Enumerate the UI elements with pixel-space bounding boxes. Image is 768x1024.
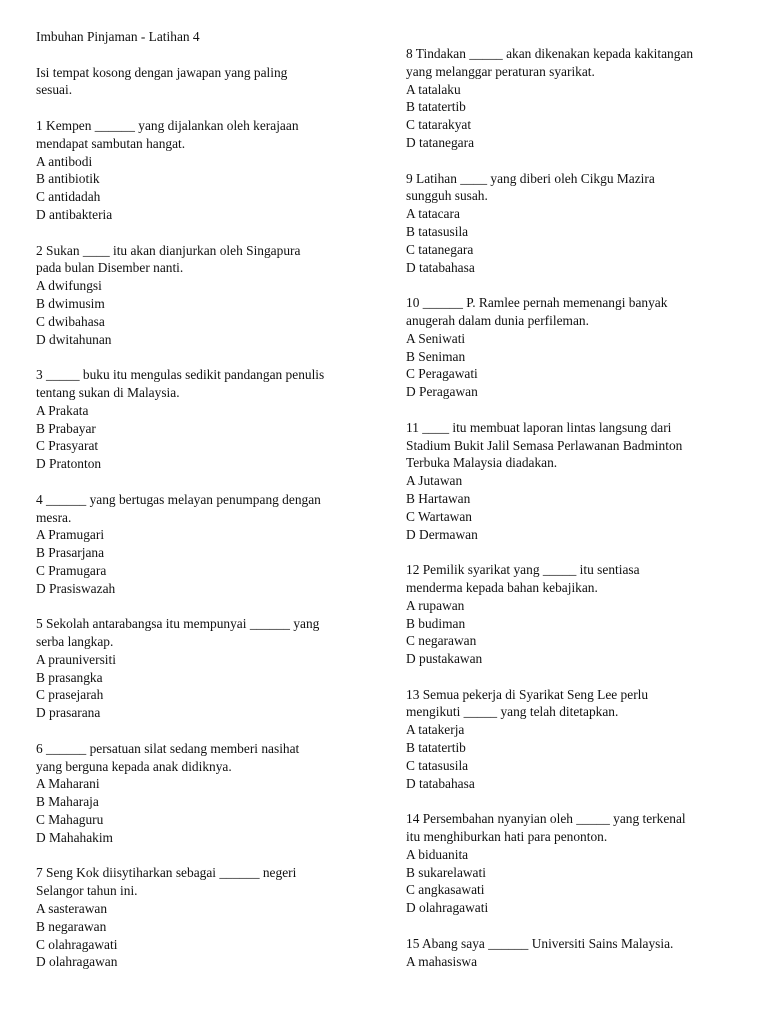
instruction-line-2: sesuai. bbox=[36, 82, 73, 98]
question-stem-line: 9 Latihan ____ yang diberi oleh Cikgu Mazira bbox=[406, 170, 655, 186]
answer-option: A rupawan bbox=[406, 597, 465, 613]
question-stem-line: tentang sukan di Malaysia. bbox=[36, 384, 180, 400]
answer-option: A sasterawan bbox=[36, 901, 108, 917]
left-column bbox=[36, 28, 376, 971]
question-block bbox=[406, 686, 746, 793]
answer-option: D tatabahasa bbox=[406, 775, 475, 791]
question-stem-line: yang berguna kepada anak didiknya. bbox=[36, 758, 232, 774]
question-block bbox=[36, 615, 376, 722]
answer-option: C tatanegara bbox=[406, 241, 474, 257]
answer-option: C antidadah bbox=[36, 189, 101, 205]
answer-option: A mahasiswa bbox=[406, 953, 478, 969]
question-block bbox=[36, 366, 376, 473]
question-stem-line: 2 Sukan ____ itu akan dianjurkan oleh Singapura bbox=[36, 242, 301, 258]
answer-option: D prasarana bbox=[36, 705, 101, 721]
spacer bbox=[36, 46, 376, 64]
answer-option: A dwifungsi bbox=[36, 278, 102, 294]
question-stem-line: 5 Sekolah antarabangsa itu mempunyai ______ yang bbox=[36, 616, 320, 632]
answer-option: C Mahaguru bbox=[36, 812, 104, 828]
question-block bbox=[36, 491, 376, 598]
answer-option: D Peragawan bbox=[406, 384, 478, 400]
worksheet-title: Imbuhan Pinjaman - Latihan 4 bbox=[36, 29, 200, 44]
question-block bbox=[406, 294, 746, 401]
answer-option: A Pramugari bbox=[36, 527, 105, 543]
answer-option: B prasangka bbox=[36, 669, 103, 685]
answer-option: B negarawan bbox=[36, 918, 107, 934]
answer-option: A Maharani bbox=[36, 776, 100, 792]
question-stem-line: 6 ______ persatuan silat sedang memberi nasihat bbox=[36, 740, 300, 756]
question-stem-line: 15 Abang saya ______ Universiti Sains Malaysia. bbox=[406, 935, 674, 951]
answer-option: D tatabahasa bbox=[406, 259, 475, 275]
answer-option: D Prasiswazah bbox=[36, 580, 116, 596]
question-stem-line: menderma kepada bahan kebajikan. bbox=[406, 579, 598, 595]
answer-option: D olahragawan bbox=[36, 954, 118, 970]
answer-option: A Jutawan bbox=[406, 473, 463, 489]
right-column bbox=[406, 45, 746, 970]
answer-option: A biduanita bbox=[406, 846, 469, 862]
answer-option: D Dermawan bbox=[406, 526, 478, 542]
answer-option: C negarawan bbox=[406, 633, 477, 649]
question-block bbox=[36, 242, 376, 349]
answer-option: B Seniman bbox=[406, 348, 466, 364]
answer-option: A prauniversiti bbox=[36, 651, 116, 667]
question-stem-line: mendapat sambutan hangat. bbox=[36, 135, 186, 151]
answer-option: D antibakteria bbox=[36, 206, 113, 222]
spacer bbox=[36, 99, 376, 117]
answer-option: B budiman bbox=[406, 615, 466, 631]
answer-option: B antibiotik bbox=[36, 171, 100, 187]
question-block bbox=[406, 170, 746, 277]
question-stem-line: sungguh susah. bbox=[406, 188, 488, 204]
answer-option: C Wartawan bbox=[406, 508, 472, 524]
question-stem-line: 13 Semua pekerja di Syarikat Seng Lee perlu bbox=[406, 686, 649, 702]
question-block bbox=[406, 45, 746, 152]
question-block bbox=[36, 740, 376, 847]
question-block bbox=[406, 810, 746, 917]
question-stem-line: 1 Kempen ______ yang dijalankan oleh kerajaan bbox=[36, 117, 299, 133]
answer-option: A tatalaku bbox=[406, 81, 461, 97]
question-stem-line: 4 ______ yang bertugas melayan penumpang dengan bbox=[36, 491, 321, 507]
answer-option: C Peragawati bbox=[406, 366, 478, 382]
question-block bbox=[406, 561, 746, 668]
question-stem-line: 7 Seng Kok diisytiharkan sebagai ______ negeri bbox=[36, 865, 297, 881]
answer-option: B tatatertib bbox=[406, 99, 466, 115]
question-stem-line: 12 Pemilik syarikat yang _____ itu sentiasa bbox=[406, 562, 640, 578]
question-stem-line: mesra. bbox=[36, 509, 72, 525]
answer-option: A Prakata bbox=[36, 402, 89, 418]
question-stem-line: itu menghiburkan hati para penonton. bbox=[406, 829, 608, 845]
question-stem-line: Selangor tahun ini. bbox=[36, 883, 138, 899]
question-stem-line: pada bulan Disember nanti. bbox=[36, 260, 184, 276]
answer-option: C angkasawati bbox=[406, 882, 485, 898]
question-block bbox=[406, 935, 746, 971]
answer-option: C prasejarah bbox=[36, 687, 104, 703]
answer-option: C dwibahasa bbox=[36, 313, 105, 329]
answer-option: D Mahahakim bbox=[36, 829, 113, 845]
answer-option: C olahragawati bbox=[36, 936, 118, 952]
question-stem-line: Terbuka Malaysia diadakan. bbox=[406, 455, 558, 471]
answer-option: C Prasyarat bbox=[36, 438, 99, 454]
answer-option: B tatatertib bbox=[406, 740, 466, 756]
question-stem-line: mengikuti _____ yang telah ditetapkan. bbox=[406, 704, 619, 720]
answer-option: D tatanegara bbox=[406, 134, 475, 150]
question-block bbox=[36, 864, 376, 971]
answer-option: A Seniwati bbox=[406, 330, 466, 346]
answer-option: C tatarakyat bbox=[406, 117, 472, 133]
answer-option: D dwitahunan bbox=[36, 331, 112, 347]
answer-option: A antibodi bbox=[36, 153, 93, 169]
answer-option: D olahragawati bbox=[406, 900, 489, 916]
answer-option: A tatakerja bbox=[406, 722, 465, 738]
answer-option: D pustakawan bbox=[406, 651, 483, 667]
question-stem-line: yang melanggar peraturan syarikat. bbox=[406, 63, 595, 79]
right-question-list bbox=[406, 45, 746, 970]
question-stem-line: serba langkap. bbox=[36, 634, 114, 650]
answer-option: B Maharaja bbox=[36, 794, 99, 810]
question-stem-line: 10 ______ P. Ramlee pernah memenangi banyak bbox=[406, 295, 668, 311]
question-stem-line: Stadium Bukit Jalil Semasa Perlawanan Badminton bbox=[406, 437, 683, 453]
answer-option: B Prabayar bbox=[36, 420, 96, 436]
answer-option: B dwimusim bbox=[36, 295, 105, 311]
answer-option: B Hartawan bbox=[406, 490, 471, 506]
question-stem-line: 11 ____ itu membuat laporan lintas langsung dari bbox=[406, 419, 672, 435]
answer-option: B Prasarjana bbox=[36, 545, 105, 561]
answer-option: A tatacara bbox=[406, 206, 460, 222]
question-stem-line: anugerah dalam dunia perfileman. bbox=[406, 312, 589, 328]
left-question-list bbox=[36, 117, 376, 971]
answer-option: B sukarelawati bbox=[406, 864, 486, 880]
answer-option: B tatasusila bbox=[406, 223, 469, 239]
question-block bbox=[36, 117, 376, 224]
answer-option: D Pratonton bbox=[36, 456, 102, 472]
question-block bbox=[406, 419, 746, 544]
answer-option: C tatasusila bbox=[406, 757, 469, 773]
question-stem-line: 14 Persembahan nyanyian oleh _____ yang terkenal bbox=[406, 811, 686, 827]
answer-option: C Pramugara bbox=[36, 562, 107, 578]
question-stem-line: 3 _____ buku itu mengulas sedikit pandangan penulis bbox=[36, 367, 325, 383]
question-stem-line: 8 Tindakan _____ akan dikenakan kepada kakitangan bbox=[406, 46, 694, 61]
instruction-line-1: Isi tempat kosong dengan jawapan yang paling bbox=[36, 64, 288, 80]
